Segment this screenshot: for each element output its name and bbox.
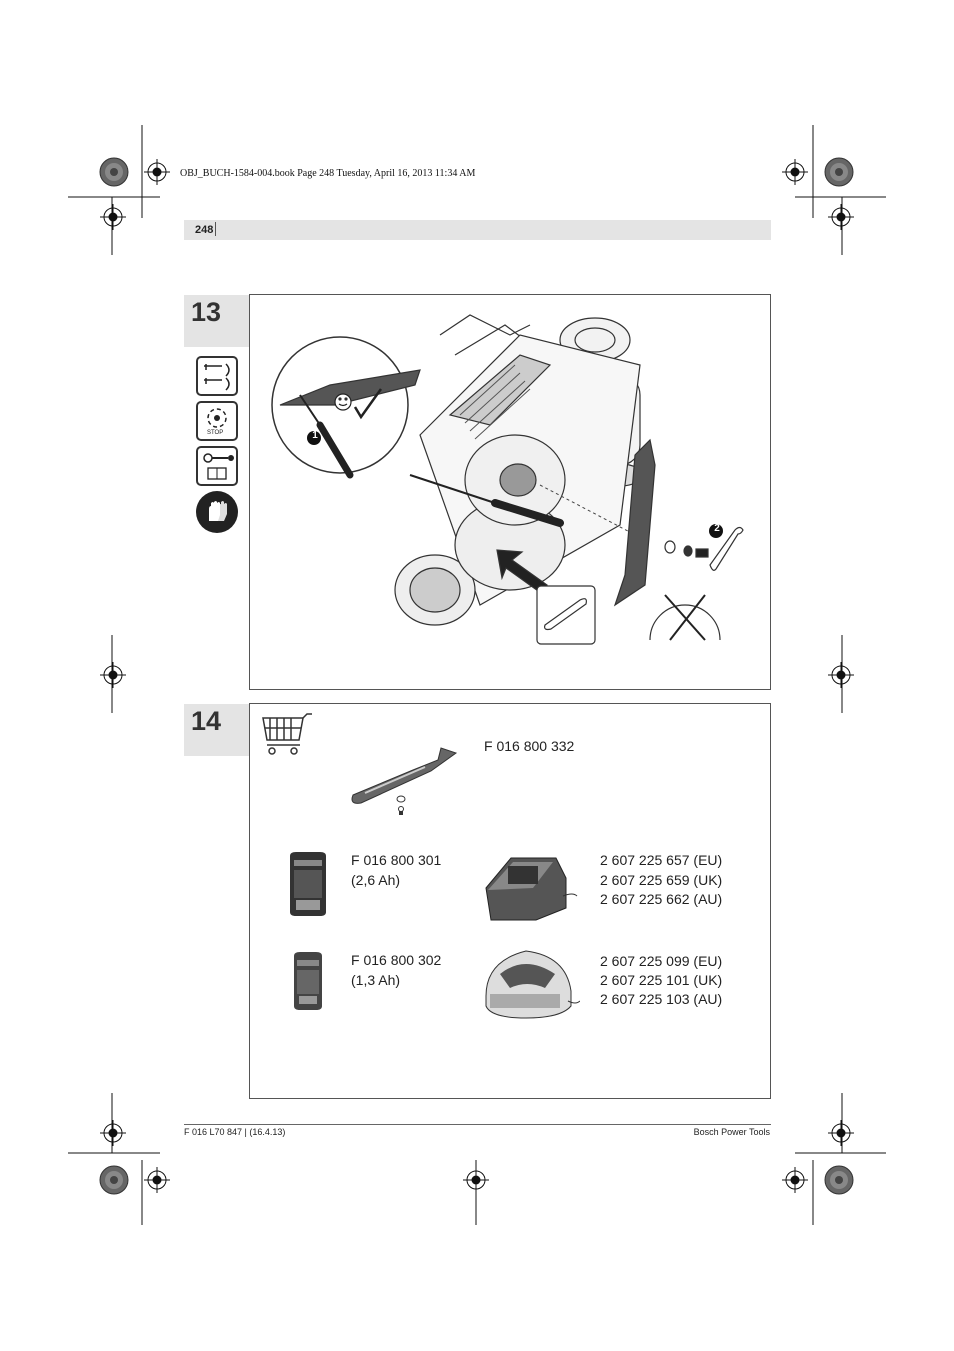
stop-label: STOP — [207, 430, 224, 436]
standard-charger-code-uk: 2 607 225 101 (UK) — [600, 972, 723, 988]
battery-small-capacity: (1,3 Ah) — [351, 972, 401, 988]
switch-off-icon — [196, 356, 238, 396]
footer-rule — [184, 1124, 771, 1125]
fast-charger-code-eu: 2 607 225 657 (EU) — [600, 852, 723, 868]
callout-1: 1 — [312, 430, 318, 441]
footer-doc-number: F 016 L70 847 | (16.4.13) — [184, 1127, 286, 1137]
page-number: 248 — [195, 224, 214, 236]
page-header-bar — [184, 220, 771, 240]
battery-large-capacity: (2,6 Ah) — [351, 872, 401, 888]
battery-small-code: F 016 800 302 — [351, 952, 442, 968]
blade-part-number: F 016 800 332 — [484, 738, 575, 754]
callout-2: 2 — [714, 523, 720, 534]
replacement-blade-image — [345, 735, 465, 825]
mower-blade-removal-drawing — [250, 295, 770, 689]
footer-brand: Bosch Power Tools — [693, 1127, 770, 1137]
battery-large-code: F 016 800 301 — [351, 852, 442, 868]
fast-charger-image — [478, 848, 578, 923]
wear-gloves-icon — [196, 491, 238, 533]
shopping-cart-icon — [260, 713, 315, 758]
fast-charger-code-uk: 2 607 225 659 (UK) — [600, 872, 723, 888]
fast-charger-code-au: 2 607 225 662 (AU) — [600, 891, 723, 907]
standard-charger-image — [480, 946, 580, 1024]
battery-2-6ah-image — [284, 850, 332, 920]
remove-key-manual-icon — [196, 446, 238, 486]
step-13-illustration — [249, 294, 771, 690]
step-14-number: 14 — [184, 704, 249, 756]
standard-charger-code-au: 2 607 225 103 (AU) — [600, 991, 723, 1007]
battery-1-3ah-image — [288, 950, 328, 1016]
step-13-number: 13 — [184, 295, 249, 347]
standard-charger-code-eu: 2 607 225 099 (EU) — [600, 953, 723, 969]
page-number-divider — [215, 222, 216, 236]
book-slug-line: OBJ_BUCH-1584-004.book Page 248 Tuesday, April 16, 2013 11:34 AM — [180, 168, 476, 179]
